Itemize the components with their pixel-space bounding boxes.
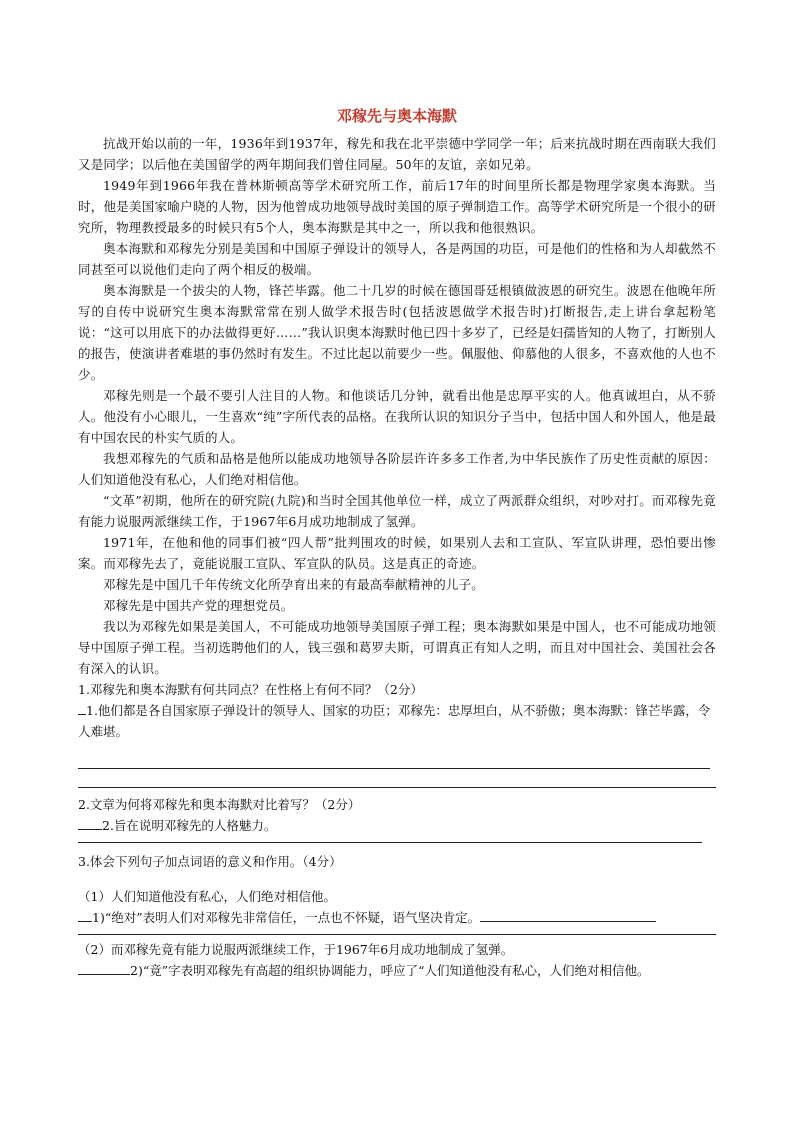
- paragraph: 我以为邓稼先如果是美国人，不可能成功地领导美国原子弹工程；奥本海默如果是中国人，也不可能成功地领导中国原子弹工程。当初选聘他们的人，钱三强和葛罗夫斯，可谓真正有知人之明，而且对中国社会、美国社会各有深入的认识。: [78, 619, 716, 676]
- answer-line[interactable]: [78, 842, 702, 843]
- document-page: [78, 105, 716, 981]
- question-2: 2.文章为何将邓稼先和奥本海默对比着写？（2分）: [78, 797, 361, 812]
- paragraph: “文革”初期，他所在的研究院(九院)和当时全国其他单位一样，成立了两派群众组织，对吵对打。而邓稼先竟有能力说服两派继续工作，于1967年6月成功地制成了氢弹。: [78, 493, 716, 529]
- paragraph: 1971年，在他和他的同事们被“四人帮”批判围攻的时候，如果别人去和工宣队、军宣队讲理，恐怕要出惨案。而邓稼先去了，竟能说服工宣队、军宣队的队员。这是真正的奇迹。: [78, 535, 716, 571]
- paragraph: 邓稼先是中国几千年传统文化所孕育出来的有最高奉献精神的儿子。: [103, 577, 485, 592]
- answer-3-1-text: 1)“绝对”表明人们对邓稼先非常信任，一点也不怀疑，语气坚决肯定。: [92, 910, 481, 925]
- paragraph: 奥本海默是一个拔尖的人物，锋芒毕露。他二十几岁的时候在德国哥廷根镇做波恩的研究生。波恩在他晚年所写的自传中说研究生奥本海默常常在别人做学术报告时(包括波恩做学术报告时)打断报告,走上讲台拿起粉笔说：“这可以用底下的办法做得更好……”我认识奥本海默时他已四十多岁了，已经是妇孺皆知的人物了，打断别人的报告，使演讲者难堪的事仍然时有发生。不过比起以前要少一些。佩服他、仰慕他的人很多，不喜欢他的人也不少。: [78, 283, 716, 382]
- paragraph: 1949年到1966年我在普林斯顿高等学术研究所工作，前后17年的时间里所长都是物理学家奥本海默。当时，他是美国家喻户晓的人物，因为他曾成功地领导战时美国的原子弹制造工作。高等学术研究所是一个很小的研究所，物理教授最多的时候只有5个人，奥本海默是其中之一，所以我和他很熟识。: [78, 178, 716, 235]
- question-1: 1.邓稼先和奥本海默有何共同点？在性格上有何不同？（2分）: [78, 682, 423, 697]
- answer-line[interactable]: [78, 768, 710, 769]
- answer-line[interactable]: [78, 787, 716, 788]
- answer-3-2-text: 2)“竟”字表明邓稼先有高超的组织协调能力，呼应了“人们知道他没有私心，人们绝对相信他。: [130, 963, 650, 978]
- question-3-sub-1: （1）人们知道他没有私心，人们绝对相信他。: [78, 889, 336, 904]
- answer-blank[interactable]: [480, 907, 656, 922]
- answer-blank[interactable]: [78, 815, 102, 830]
- answer-3-1: [78, 907, 716, 928]
- answer-blank[interactable]: [78, 960, 130, 975]
- paragraph: 邓稼先是中国共产党的理想党员。: [103, 598, 294, 613]
- paragraph: 我想邓稼先的气质和品格是他所以能成功地领导各阶层许许多多工作者,为中华民族作了历史性贡献的原因：人们知道他没有私心，人们绝对相信他。: [78, 451, 716, 487]
- paragraph: 奥本海默和邓稼先分别是美国和中国原子弹设计的领导人，各是两国的功臣，可是他们的性格和为人却截然不同甚至可以说他们走向了两个相反的极端。: [78, 241, 716, 277]
- answer-1-text: 1.他们都是各自国家原子弹设计的领导人、国家的功臣；邓稼先：忠厚坦白，从不骄傲；奥本海默：锋芒毕露，令人难堪。: [78, 703, 711, 739]
- question-3: 3.体会下列句子加点词语的意义和作用。（4分）: [78, 854, 342, 869]
- answer-3-2: [78, 960, 716, 981]
- question-3-sub-2: （2）而邓稼先竟有能力说服两派继续工作，于1967年6月成功地制成了氢弹。: [78, 942, 514, 957]
- paragraph: 邓稼先则是一个最不要引人注目的人物。和他谈话几分钟，就看出他是忠厚平实的人。他真诚坦白，从不骄人。他没有小心眼儿，一生喜欢“纯”字所代表的品格。在我所认识的知识分子当中，包括中国人和外国人，他是最有中国农民的朴实气质的人。: [78, 388, 716, 445]
- answer-1: [78, 700, 716, 742]
- paragraph: 抗战开始以前的一年，1936年到1937年，稼先和我在北平崇德中学同学一年；后来抗战时期在西南联大我们又是同学；以后他在美国留学的两年期间我们曾住同屋。50年的友谊，亲如兄弟。: [78, 136, 716, 172]
- answer-blank[interactable]: [78, 700, 86, 715]
- document-title: 邓稼先与奥本海默: [336, 107, 457, 125]
- answer-blank[interactable]: [78, 907, 92, 922]
- answer-2: [78, 815, 716, 836]
- answer-line[interactable]: [78, 934, 716, 935]
- answer-2-text: 2.旨在说明邓稼先的人格魅力。: [102, 818, 277, 833]
